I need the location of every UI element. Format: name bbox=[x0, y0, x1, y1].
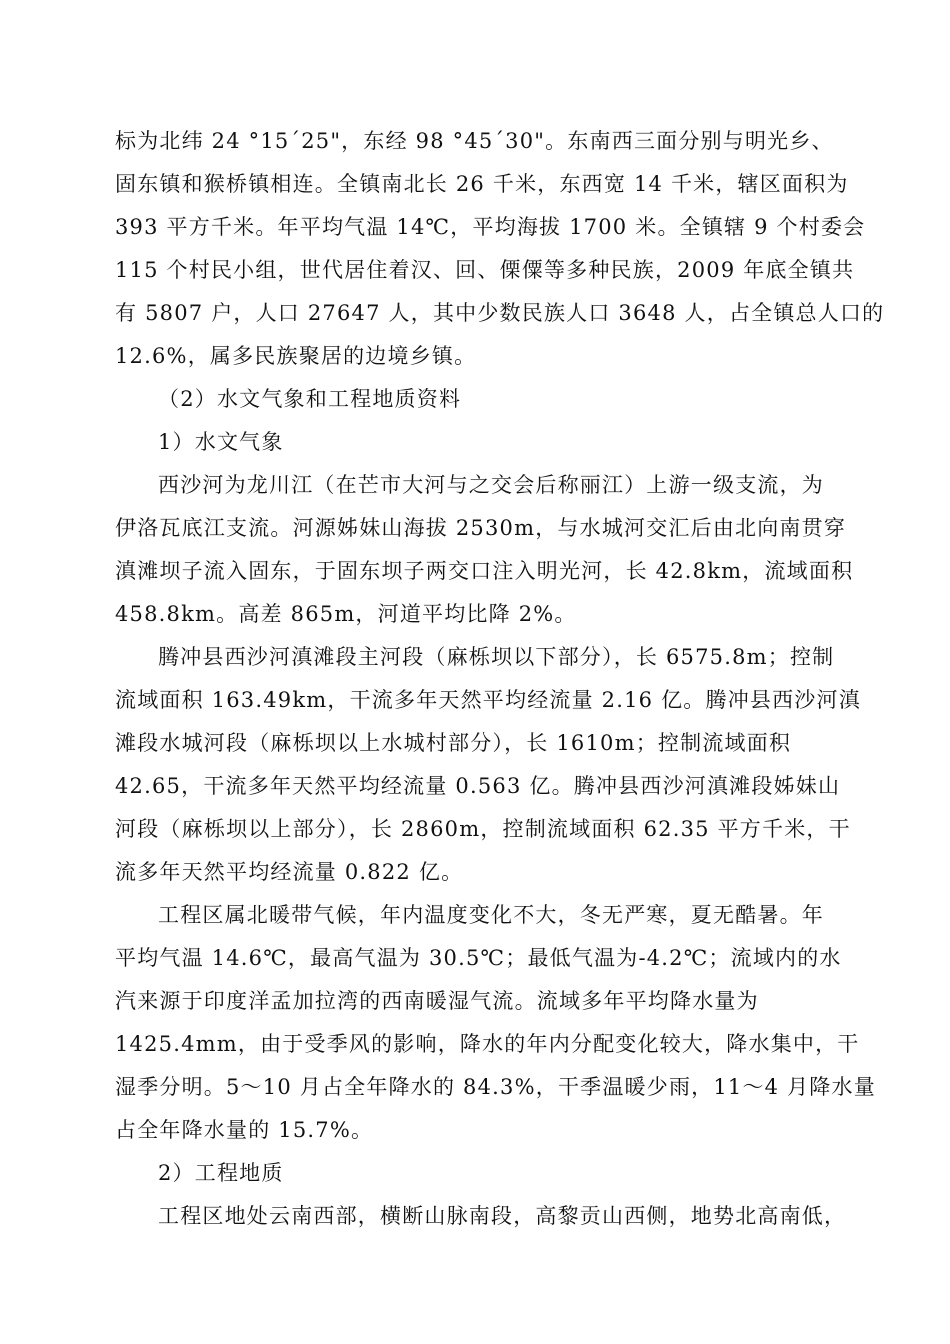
text-line: 固东镇和猴桥镇相连。全镇南北长 26 千米，东西宽 14 千米，辖区面积为 bbox=[115, 172, 849, 196]
text-line: 12.6%，属多民族聚居的边境乡镇。 bbox=[115, 344, 477, 368]
text-line: 458.8km。高差 865m，河道平均比降 2%。 bbox=[115, 602, 577, 626]
text-line: 393 平方千米。年平均气温 14℃，平均海拔 1700 米。全镇辖 9 个村委会 bbox=[115, 215, 866, 239]
text-line: 湿季分明。5～10 月占全年降水的 84.3%，干季温暖少雨，11～4 月降水量 bbox=[115, 1075, 876, 1099]
text-line: 平均气温 14.6℃，最高气温为 30.5℃；最低气温为-4.2℃；流域内的水 bbox=[115, 946, 842, 970]
subsection-heading: 1）水文气象 bbox=[158, 430, 284, 454]
text-line: 西沙河为龙川江（在芒市大河与之交会后称丽江）上游一级支流，为 bbox=[158, 473, 824, 497]
text-line: 工程区地处云南西部，横断山脉南段，高黎贡山西侧，地势北高南低， bbox=[158, 1204, 847, 1228]
text-line: 1425.4mm，由于受季风的影响，降水的年内分配变化较大，降水集中，干 bbox=[115, 1032, 860, 1056]
text-line: 河段（麻栎坝以上部分），长 2860m，控制流域面积 62.35 平方千米，干 bbox=[115, 817, 851, 841]
text-line: 流域面积 163.49km，干流多年天然平均经流量 2.16 亿。腾冲县西沙河滇 bbox=[115, 688, 861, 712]
text-line: 汽来源于印度洋孟加拉湾的西南暖湿气流。流域多年平均降水量为 bbox=[115, 989, 759, 1013]
text-line: 腾冲县西沙河滇滩段主河段（麻栎坝以下部分），长 6575.8m；控制 bbox=[158, 645, 835, 669]
text-line: 滇滩坝子流入固东，于固东坝子两交口注入明光河，长 42.8km，流域面积 bbox=[115, 559, 854, 583]
text-line: 流多年天然平均经流量 0.822 亿。 bbox=[115, 860, 464, 884]
text-line: 有 5807 户，人口 27647 人，其中少数民族人口 3648 人，占全镇总人口的 bbox=[115, 301, 885, 325]
text-line: 115 个村民小组，世代居住着汉、回、傈僳等多种民族，2009 年底全镇共 bbox=[115, 258, 855, 282]
text-line: 伊洛瓦底江支流。河源姊妹山海拔 2530m，与水城河交汇后由北向南贯穿 bbox=[115, 516, 847, 540]
text-line: 42.65，干流多年天然平均经流量 0.563 亿。腾冲县西沙河滇滩段姊妹山 bbox=[115, 774, 841, 798]
subsection-heading: 2）工程地质 bbox=[158, 1161, 284, 1185]
text-line: 工程区属北暖带气候，年内温度变化不大，冬无严寒，夏无酷暑。年 bbox=[158, 903, 824, 927]
text-line: 滩段水城河段（麻栎坝以上水城村部分），长 1610m；控制流域面积 bbox=[115, 731, 792, 755]
section-heading: （2）水文气象和工程地质资料 bbox=[158, 387, 462, 411]
text-line: 标为北纬 24 °15´25"，东经 98 °45´30"。东南西三面分别与明光乡、 bbox=[115, 129, 834, 153]
text-line: 占全年降水量的 15.7%。 bbox=[115, 1118, 374, 1142]
